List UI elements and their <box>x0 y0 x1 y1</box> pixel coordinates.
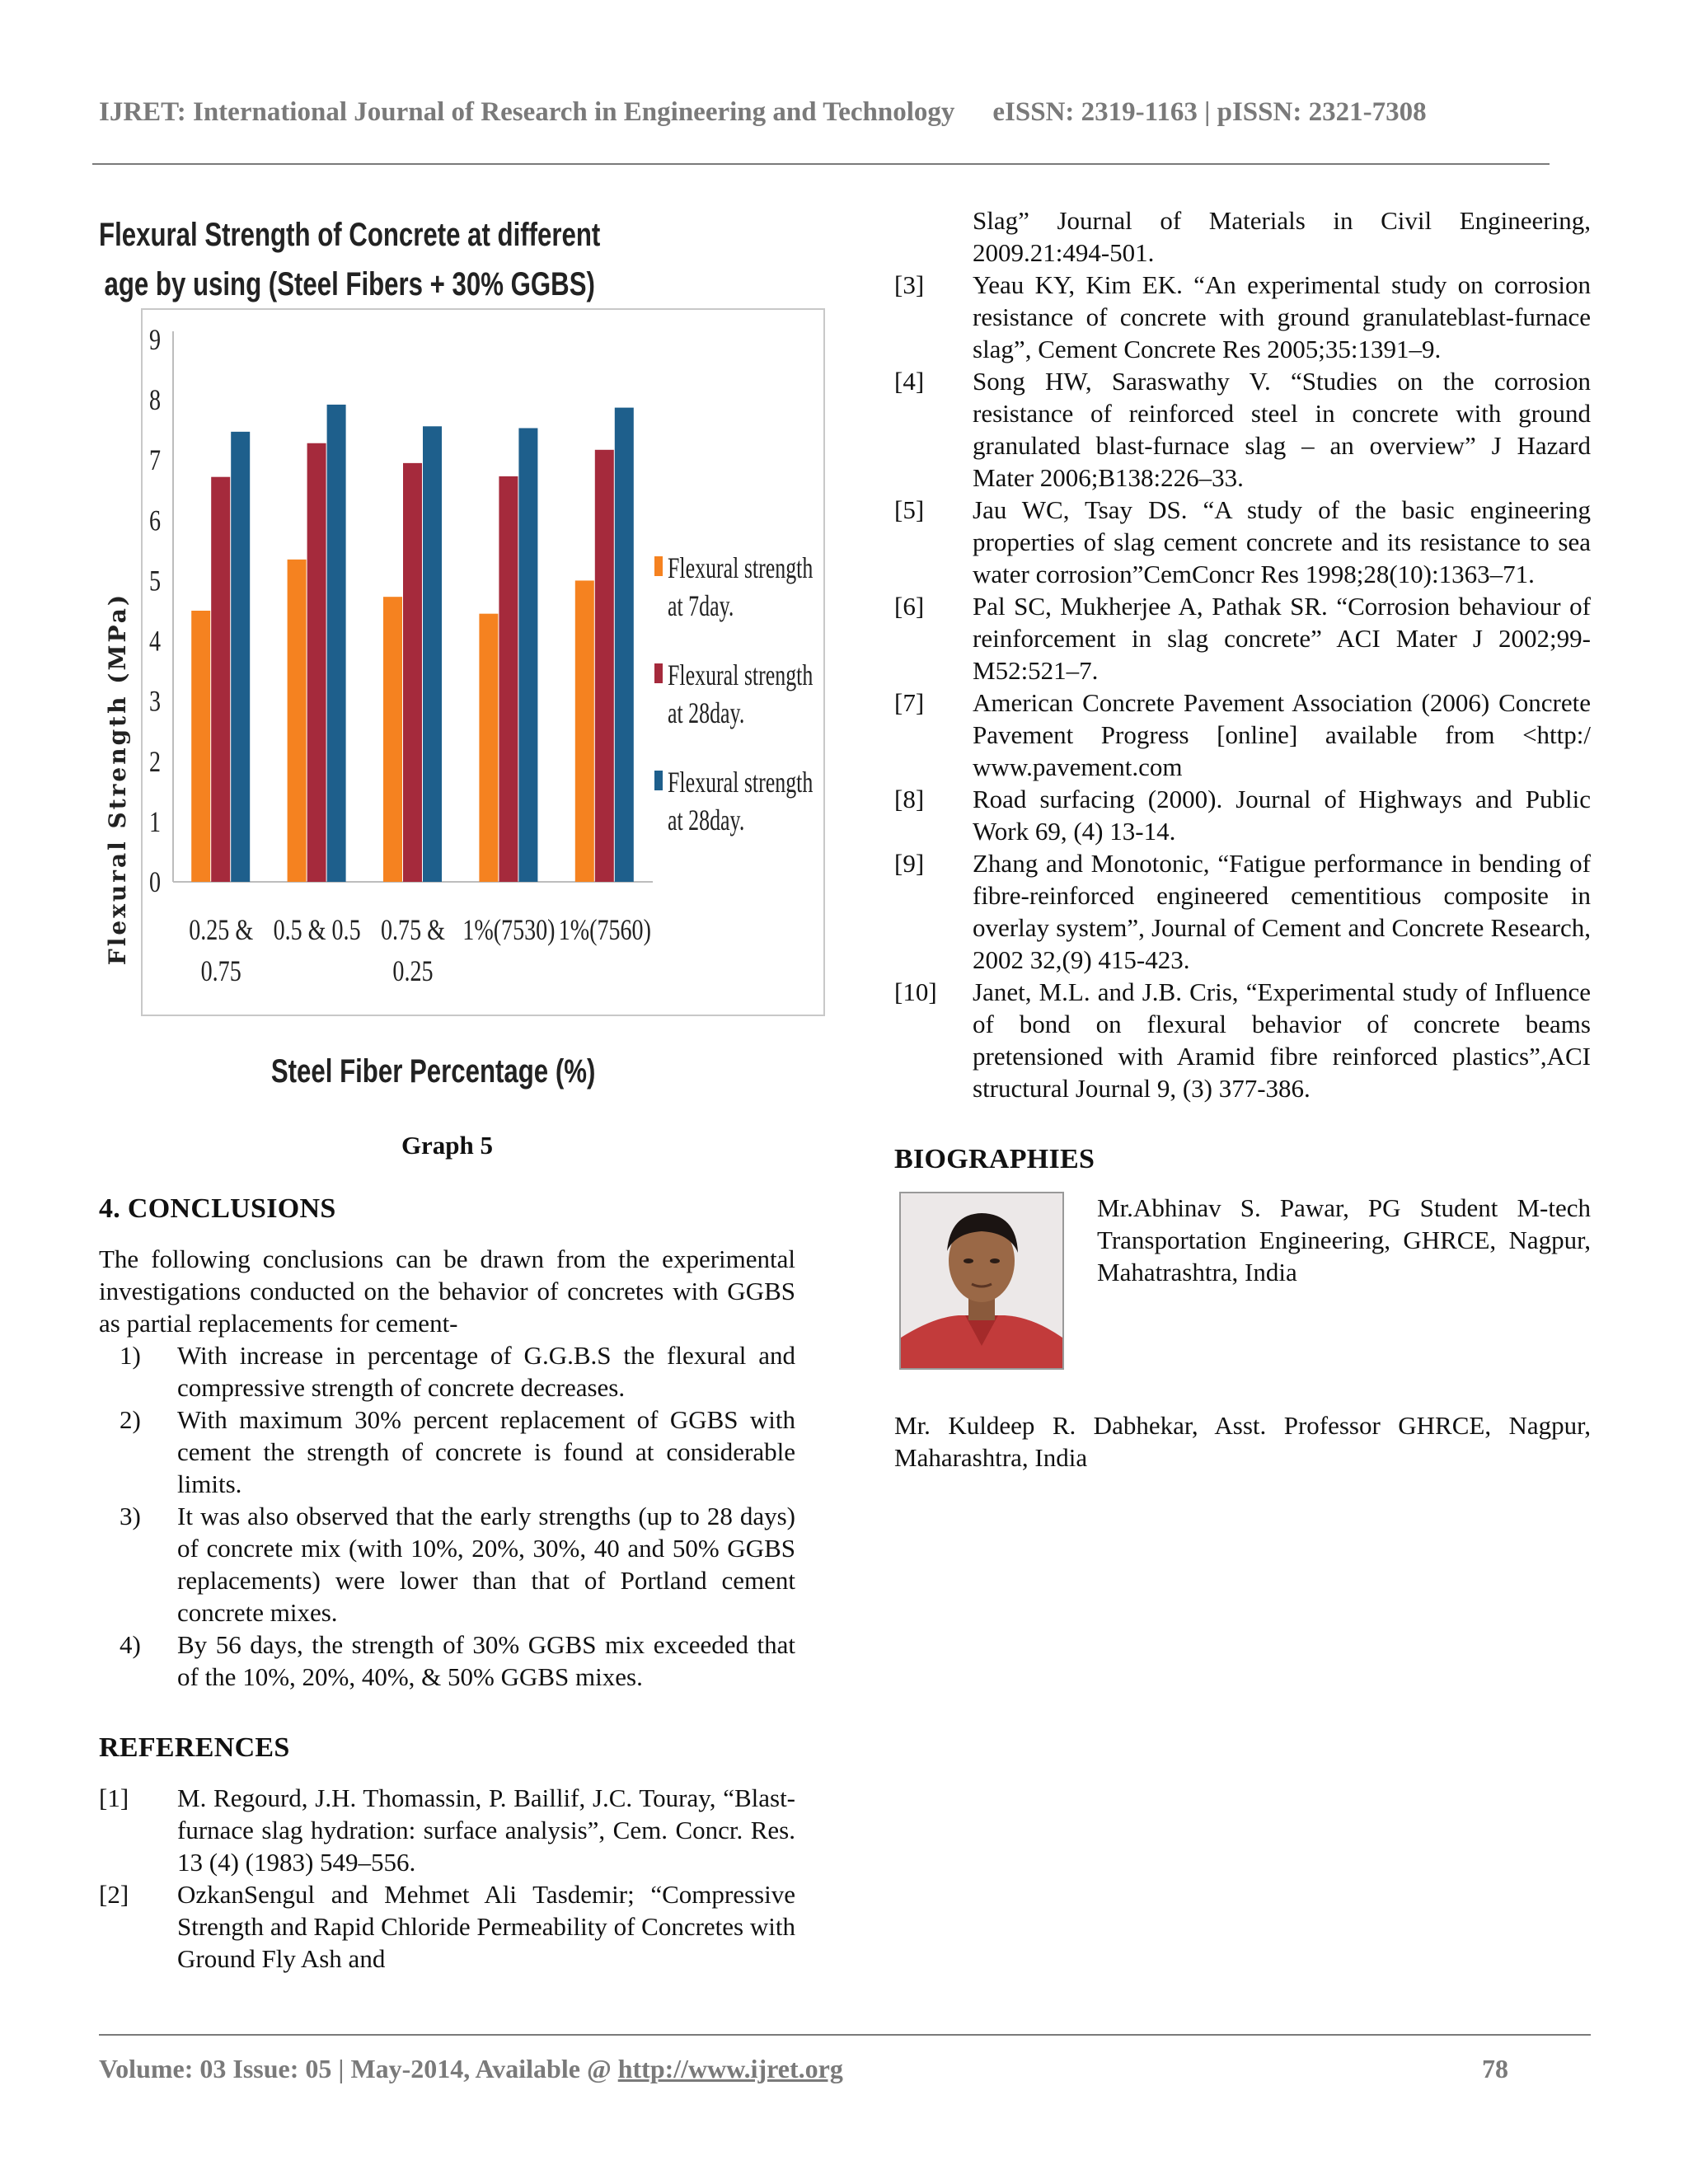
x-tick-label: 0.5 & 0.5 <box>273 912 361 946</box>
y-tick-label: 4 <box>148 624 161 658</box>
legend-swatch <box>654 771 663 790</box>
legend-label: at 7day. <box>668 588 734 623</box>
bar <box>307 443 326 882</box>
graph-caption: Graph 5 <box>401 1131 494 1160</box>
list-item: 3) It was also observed that the early strengths (up to 28 days) of concrete mix (with 10%, 20%, 30%, 40 and 50% GGBS replacements) were lower than that of Portland cement concrete mixes. <box>120 1502 795 1627</box>
y-tick-label: 5 <box>148 564 161 598</box>
conclusions-list <box>99 1339 795 1693</box>
references-list-left <box>99 1782 795 1975</box>
legend-label: at 28day. <box>668 803 745 837</box>
graph-5 <box>99 198 814 1121</box>
bar <box>383 597 402 882</box>
page-number: 78 <box>1482 2054 1508 2083</box>
bar-chart <box>99 198 814 1121</box>
legend-swatch <box>654 556 663 576</box>
y-tick-label: 9 <box>148 322 161 356</box>
footer-rule <box>99 2034 1591 2036</box>
bio-entry <box>894 1192 1591 1370</box>
y-tick-label: 3 <box>148 684 161 718</box>
bar <box>479 614 498 882</box>
footer-volume: Volume: 03 Issue: 05 | May-2014, Available @ <box>99 2054 618 2083</box>
biographies-heading: BIOGRAPHIES <box>894 1144 1095 1174</box>
x-axis-label: Steel Fiber Percentage (%) <box>270 1052 596 1090</box>
bar <box>288 560 307 882</box>
conclusions-heading: 4. CONCLUSIONS <box>99 1193 336 1224</box>
y-tick-label: 6 <box>148 503 161 537</box>
legend-label: at 28day. <box>668 696 745 730</box>
x-tick-label: 0.75 & <box>381 912 445 946</box>
list-item: 4) By 56 days, the strength of 30% GGBS mix exceeded that of the 10%, 20%, 40%, & 50% GGBS mixes. <box>120 1630 795 1691</box>
x-tick-label: 0.75 <box>200 954 241 987</box>
reference-continuation: Slag” Journal of Materials in Civil Engineering, 2009.21:494-501. <box>973 206 1591 267</box>
chart-title-line1: Flexural Strength of Concrete at different <box>99 216 601 253</box>
y-tick-label: 2 <box>148 744 161 778</box>
bar <box>575 580 594 882</box>
bar <box>191 611 210 882</box>
legend-label: Flexural strength <box>668 765 814 799</box>
bar <box>211 477 230 882</box>
y-axis-label: Flexural Strength (MPa) <box>104 592 131 966</box>
reference-item: [5] Jau WC, Tsay DS. “A study of the basic engineering properties of slag cement concrete and its resistance to sea water corrosion”CemConcr Res 1998;28(10):1363–71. <box>894 495 1591 588</box>
y-tick-label: 7 <box>148 443 161 477</box>
list-item: 2) With maximum 30% percent replacement of GGBS with cement the strength of concrete is found at considerable limits. <box>120 1405 795 1498</box>
reference-item: [8] Road surfacing (2000). Journal of Highways and Public Work 69, (4) 13-14. <box>894 785 1591 846</box>
legend-label: Flexural strength <box>668 658 814 692</box>
bar <box>403 463 422 882</box>
bar <box>518 428 537 882</box>
reference-item: [9] Zhang and Monotonic, “Fatigue performance in bending of fibre-reinforced engineered cementitious composite in overlay system”, Journal of Cement and Concrete Research, 2002 32,(9) 415-423. <box>894 849 1591 974</box>
reference-item: [1] M. Regourd, J.H. Thomassin, P. Baillif, J.C. Touray, “Blast-furnace slag hydration: surface analysis”, Cem. Concr. Res. 13 (4) (1983) 549–556. <box>99 1783 795 1877</box>
bar <box>595 450 614 882</box>
x-tick-label: 1%(7560) <box>558 912 651 946</box>
issn-info: eISSN: 2319-1163 | pISSN: 2321-7308 <box>992 97 1427 127</box>
legend-label: Flexural strength <box>668 551 814 585</box>
y-tick-label: 8 <box>148 382 161 416</box>
bar <box>327 405 346 882</box>
author-photo <box>899 1192 1064 1370</box>
bar <box>423 426 442 882</box>
bar <box>231 432 250 882</box>
reference-item: [7] American Concrete Pavement Association (2006) Concrete Pavement Progress [online] available from <http:/ www.pavement.com <box>894 688 1591 781</box>
left-column <box>99 198 814 1975</box>
bio-text-1: Mr.Abhinav S. Pawar, PG Student M-tech Transportation Engineering, GHRCE, Nagpur, Mahatrashtra, India <box>1097 1193 1591 1286</box>
reference-item: [2] OzkanSengul and Mehmet Ali Tasdemir; “Compressive Strength and Rapid Chloride Permeability of Concretes with Ground Fly Ash and <box>99 1880 795 1973</box>
journal-link[interactable]: http://www.ijret.org <box>617 2054 843 2083</box>
bar <box>615 408 634 882</box>
x-tick-label: 0.25 <box>392 954 434 987</box>
reference-item: [10] Janet, M.L. and J.B. Cris, “Experimental study of Influence of bond on flexural behavior of concrete beams pretensioned with Aramid fibre reinforced plastics”,ACI structural Journal 9, (3) 377-386. <box>894 977 1591 1103</box>
y-tick-label: 1 <box>148 804 161 838</box>
header-rule <box>92 163 1550 165</box>
y-tick-label: 0 <box>148 865 161 898</box>
portrait-image <box>901 1193 1062 1368</box>
running-header <box>99 97 1550 128</box>
reference-item: [6] Pal SC, Mukherjee A, Pathak SR. “Corrosion behaviour of reinforcement in slag concrete” ACI Mater J 2002;99-M52:521–7. <box>894 592 1591 685</box>
journal-title: IJRET: International Journal of Research in Engineering and Technology <box>99 97 955 127</box>
references-list-right <box>894 269 1591 1104</box>
conclusions-intro: The following conclusions can be drawn from the experimental investigations conducted on the behavior of concretes with GGBS as partial replacements for cement- <box>99 1244 795 1338</box>
list-item: 1) With increase in percentage of G.G.B.S the flexural and compressive strength of concrete decreases. <box>120 1341 795 1402</box>
reference-item: [3] Yeau KY, Kim EK. “An experimental study on corrosion resistance of concrete with ground granulateblast-furnace slag”, Cement Concrete Res 2005;35:1391–9. <box>894 270 1591 363</box>
chart-title-line2: age by using (Steel Fibers + 30% GGBS) <box>104 265 595 302</box>
right-column <box>894 204 1591 1474</box>
bar <box>499 476 518 882</box>
references-heading: REFERENCES <box>99 1732 290 1763</box>
bio-text-2: Mr. Kuldeep R. Dabhekar, Asst. Professor GHRCE, Nagpur, Maharashtra, India <box>894 1411 1591 1472</box>
reference-item: [4] Song HW, Saraswathy V. “Studies on the corrosion resistance of reinforced steel in concrete with ground granulated blast-furnace slag – an overview” J Hazard Mater 2006;B138:226–33. <box>894 367 1591 492</box>
x-tick-label: 0.25 & <box>189 912 254 946</box>
running-footer <box>99 2054 1508 2084</box>
legend-swatch <box>654 663 663 683</box>
x-tick-label: 1%(7530) <box>462 912 556 946</box>
